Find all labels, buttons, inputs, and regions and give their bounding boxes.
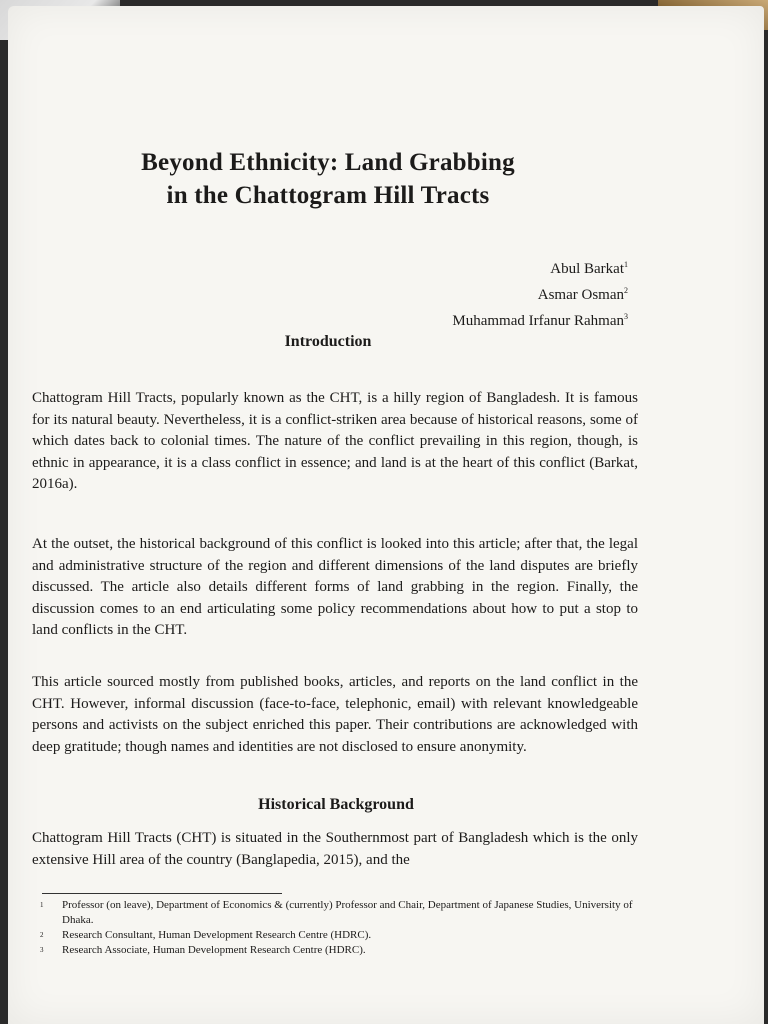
- introduction-heading: Introduction: [284, 333, 372, 350]
- intro-paragraph-3: [32, 672, 638, 758]
- author-note-marker: 3: [624, 312, 628, 321]
- article-title: [68, 146, 588, 212]
- historical-background-heading: Historical Background: [258, 796, 414, 813]
- paragraph-text: This article sourced mostly from published books, articles, and reports on the land conflict in the CHT. However, informal discussion (face-to-face, telephonic, email) with relevant knowledgeable persons and activists on the subject enriched this paper. Their contributions are acknowledged with deep gratitude; though names and identities are not disclosed to ensure anonymity.: [32, 674, 638, 755]
- paragraph-text: At the outset, the historical background of this conflict is looked into this article; after that, the legal and administrative structure of the region and different dimensions of the land disputes are briefly discussed. The article also details different forms of land grabbing in the region. Finally, the discussion comes to an end articulating some policy recommendations about how to put a stop to land conflicts in the CHT.: [32, 536, 638, 638]
- author-note-marker: 1: [624, 260, 628, 269]
- footnotes: [40, 898, 640, 958]
- intro-paragraph-2: [32, 534, 638, 642]
- footnote-1: [40, 898, 640, 928]
- footnote-number: 2: [40, 931, 44, 939]
- footnote-text: Research Consultant, Human Development Research Centre (HDRC).: [62, 929, 372, 941]
- footnote-number: 1: [40, 901, 44, 909]
- footnote-text: Research Associate, Human Development Research Centre (HDRC).: [62, 944, 366, 956]
- footnote-divider: [42, 893, 282, 894]
- footnote-3: [40, 943, 640, 958]
- paragraph-text: Chattogram Hill Tracts (CHT) is situated in the Southernmost part of Bangladesh which is the only extensive Hill area of the country (Banglapedia, 2015), and the: [32, 830, 638, 868]
- author-note-marker: 2: [624, 286, 628, 295]
- author-name: Abul Barkat: [550, 261, 624, 277]
- author-name: Asmar Osman: [537, 287, 624, 303]
- title-line-1: Beyond Ethnicity: Land Grabbing: [141, 149, 515, 176]
- footnote-number: 3: [40, 946, 44, 954]
- footnote-2: [40, 928, 640, 943]
- paragraph-text: Chattogram Hill Tracts, popularly known as the CHT, is a hilly region of Bangladesh. It is famous for its natural beauty. Nevertheless, it is a conflict-striken area because of historical reasons, some of which dates back to colonial times. The nature of the conflict prevailing in this region, though, is ethnic in appearance, it is a class conflict in essence; and land is at the heart of this conflict (Barkat, 2016a).: [32, 390, 638, 492]
- author-1: [452, 254, 628, 280]
- author-name: Muhammad Irfanur Rahman: [452, 313, 624, 329]
- footnote-text: Professor (on leave), Department of Economics & (currently) Professor and Chair, Department of Japanese Studies, University of Dhaka.: [62, 899, 633, 926]
- author-3: [452, 306, 628, 332]
- author-2: [452, 280, 628, 306]
- historical-paragraph-1: [32, 828, 638, 871]
- intro-paragraph-1: [32, 388, 638, 496]
- document-page: [8, 6, 764, 1024]
- title-line-2: in the Chattogram Hill Tracts: [166, 182, 490, 209]
- author-list: [452, 254, 628, 332]
